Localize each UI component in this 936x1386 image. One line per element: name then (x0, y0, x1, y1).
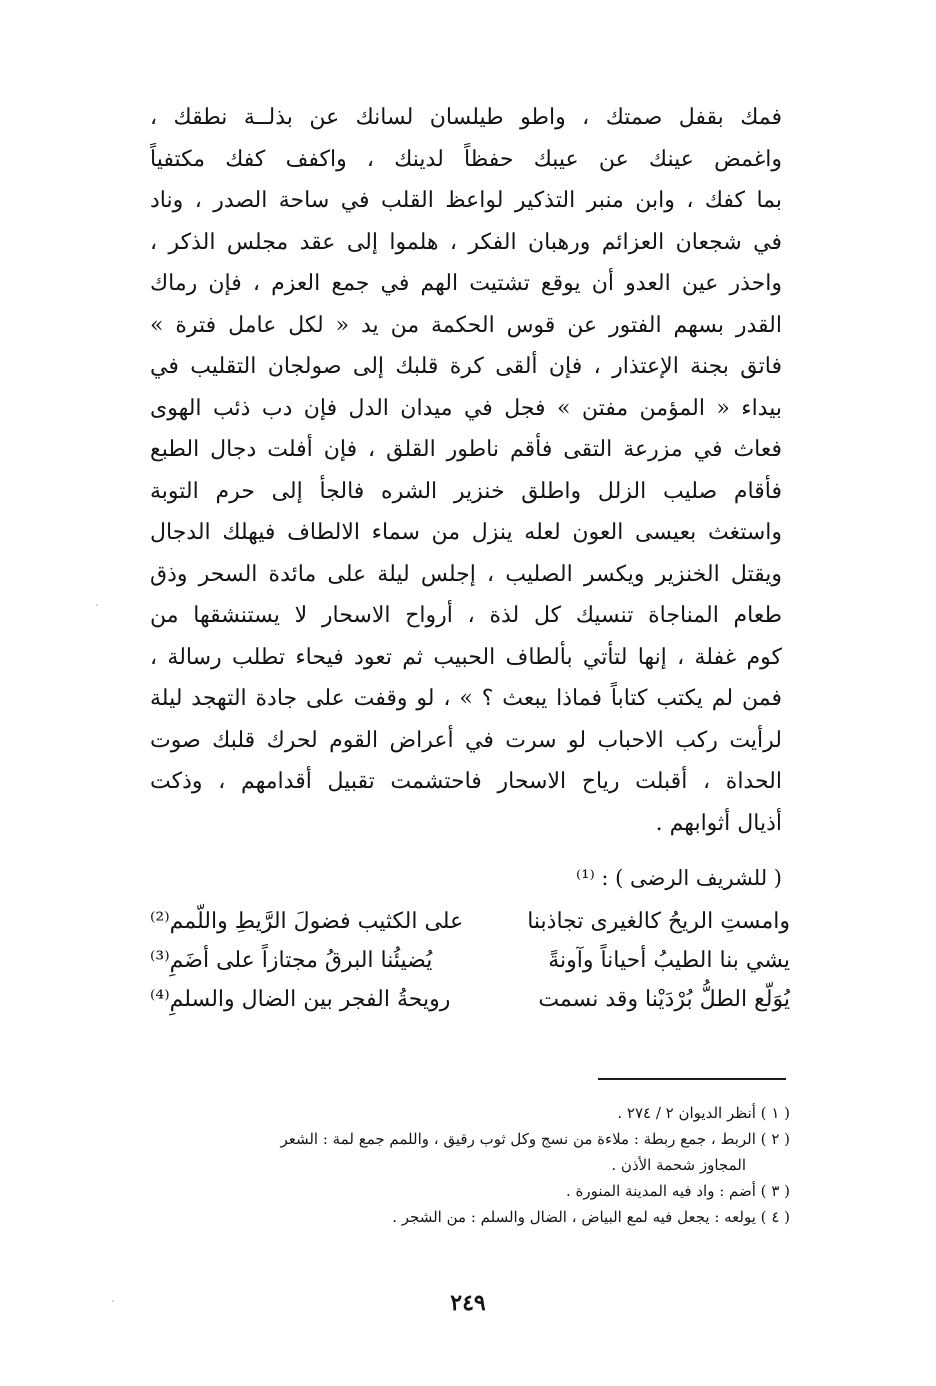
text-line: فاتق بجنة الإعتذار ، فإن ألقى كرة قلبك إلى صولجان التقليب في (150, 354, 782, 379)
text-line: أذيال أثوابهم . (655, 810, 782, 836)
text-line: فأقام صليب الزلل واطلق خنزير الشره فالجأ إلى حرم التوبة (150, 478, 782, 504)
page-number: ٢٤٩ (450, 1290, 486, 1316)
poem-verses (150, 902, 790, 1019)
text-line: القدر بسهم الفتور عن قوس الحكمة من يد « لكل عامل فترة » (150, 312, 782, 338)
text-line: الحداة ، أقبلت رياح الاسحار فاحتشمت تقبيل أقدامهم ، وذكت (150, 769, 782, 794)
footnote: ( ٣ ) أضم : واد فيه المدينة المنورة . (565, 1182, 790, 1200)
scan-speck (96, 604, 98, 606)
verse-line (150, 902, 790, 941)
verse-first-hemistich: يشي بنا الطيبُ أحياناً وآونةً (548, 948, 790, 973)
footnote: ( ٢ ) الربط ، جمع ربطة : ملاءة من نسج وكل ثوب رقيق ، واللمم جمع لمة : الشعر (280, 1130, 790, 1148)
footnotes (150, 1100, 790, 1230)
footnote-separator (598, 1078, 786, 1080)
text-line: واغمض عينك عن عيبك حفظاً لدينك ، واكفف كفك مكتفياً (150, 146, 782, 172)
verse-second-hemistich: على الكثيب فضولَ الرَّيطِ واللّمم⁽²⁾ (150, 909, 464, 934)
verse-first-hemistich: وامستِ الريحُ كالغيرى تجاذبنا (527, 909, 790, 934)
text-line: فعاث في مزرعة التقى فأقم ناطور القلق ، فإن أفلت دجال الطبع (150, 437, 782, 462)
text-line: فمك بقفل صمتك ، واطو طيلسان لسانك عن بذلــة نطقك ، (150, 105, 782, 130)
footnote-continuation: المجاوز شحمة الأذن . (611, 1156, 746, 1174)
verse-first-hemistich: يُوَلّع الطلُّ بُرْدَيْنا وقد نسمت (538, 987, 790, 1012)
footnote: ( ٤ ) يولعه : يجعل فيه لمع البياض ، الضال والسلم : من الشجر . (392, 1208, 790, 1226)
verse-second-hemistich: يُضيئُنا البرقُ مجتازاً على أضَمِ⁽³⁾ (150, 948, 433, 973)
text-line: بما كفك ، وابن منبر التذكير لواعظ القلب في ساحة الصدر ، وناد (150, 188, 782, 213)
scan-speck (112, 1300, 114, 1302)
body-paragraph (150, 97, 782, 844)
verse-line (150, 941, 790, 980)
text-line: بيداء « المؤمن مفتن » فجل في ميدان الدل فإن دب ذئب الهوى (150, 395, 782, 421)
footnote: ( ١ ) أنظر الديوان ٢ / ٢٧٤ . (617, 1104, 790, 1122)
text-line: واحذر عين العدو أن يوقع تشتيت الهم في جمع العزم ، فإن رماك (150, 271, 782, 296)
text-line: طعام المناجاة تنسيك كل لذة ، أرواح الاسحار لا يستنشقها من (150, 603, 782, 628)
text-line: كوم غفلة ، إنها لتأتي بألطاف الحبيب ثم تعود فيحاء تطلب رسالة ، (150, 644, 782, 670)
text-line: واستغث بعيسى العون لعله ينزل من سماء الالطاف فيهلك الدجال (150, 520, 782, 545)
text-line: فمن لم يكتب كتاباً فماذا يبعث ؟ » ، لو وقفت على جادة التهجد ليلة (150, 686, 782, 711)
verse-second-hemistich: رويحةُ الفجر بين الضال والسلمِ⁽⁴⁾ (150, 987, 451, 1012)
text-line: لرأيت ركب الاحباب لو سرت في أعراض القوم لحرك قلبك صوت (150, 727, 782, 753)
text-line: في شجعان العزائم ورهبان الفكر ، هلموا إلى عقد مجلس الذكر ، (150, 229, 782, 255)
verse-line (150, 980, 790, 1019)
text-line: ويقتل الخنزير ويكسر الصليب ، إجلس ليلة على مائدة السحر وذق (150, 561, 782, 587)
poem-attribution: ( للشريف الرضى ) : ⁽¹⁾ (576, 866, 782, 890)
